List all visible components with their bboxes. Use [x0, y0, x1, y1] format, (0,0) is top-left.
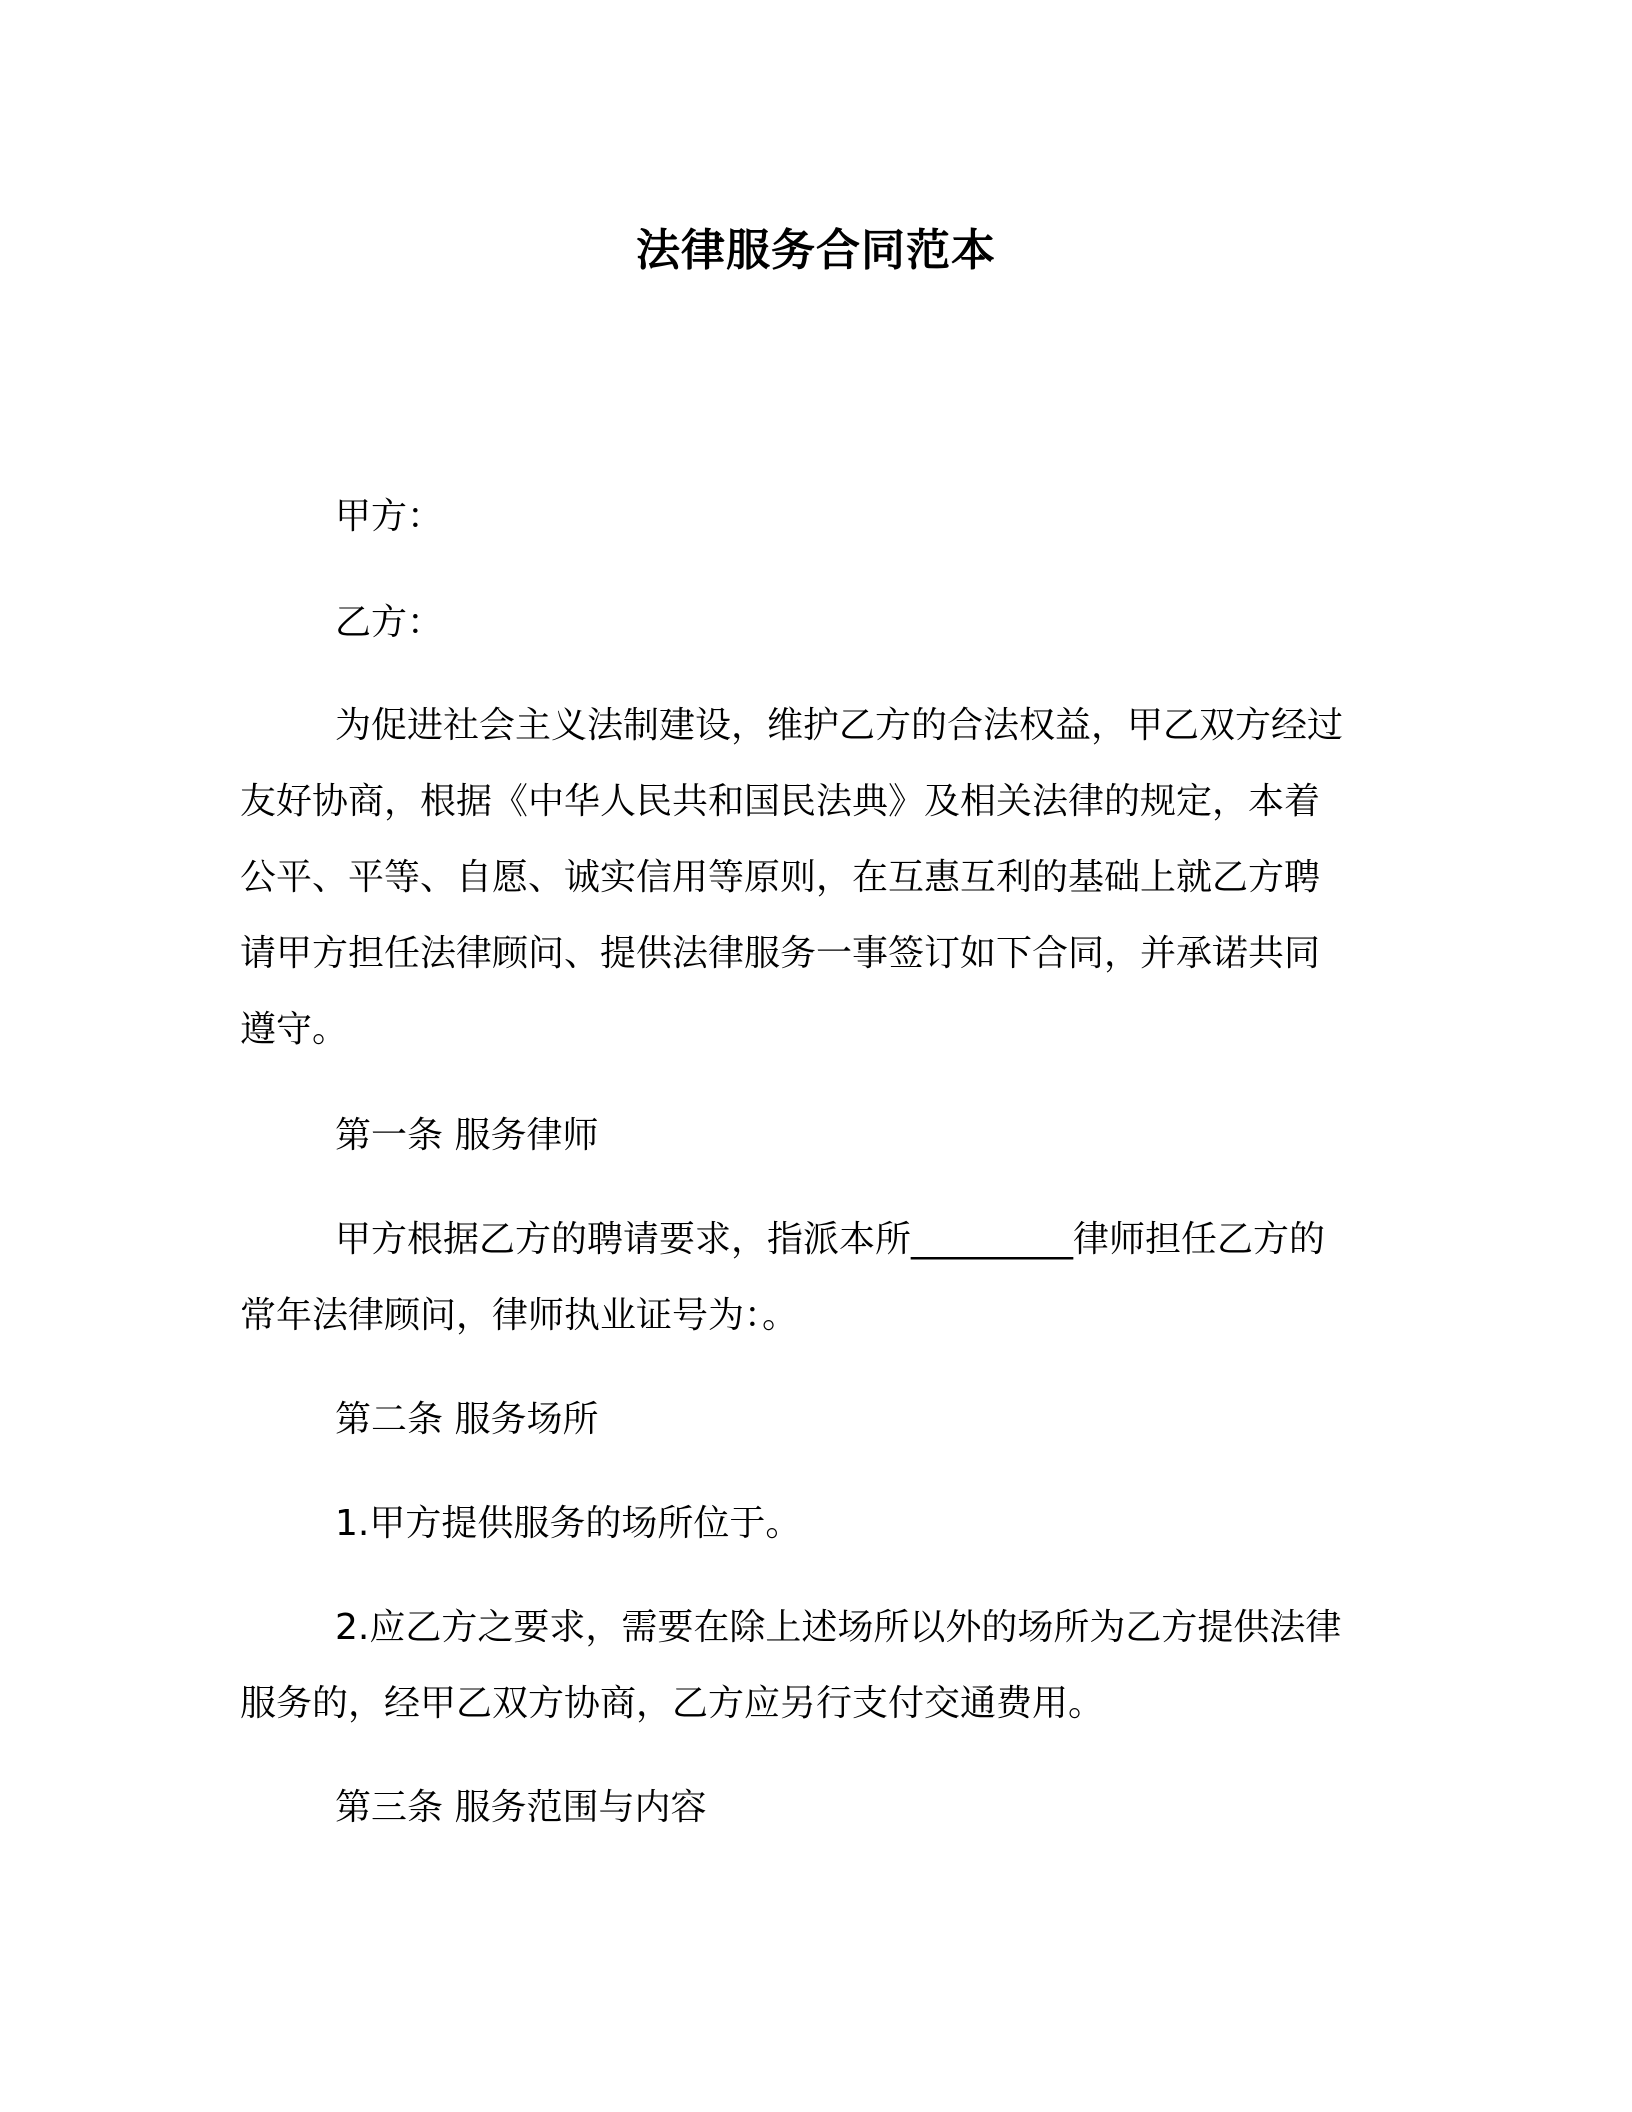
article1-line-1: 甲方根据乙方的聘请要求，指派本所_________律师担任乙方的 — [335, 1219, 1326, 1260]
party-a-label: 甲方： — [335, 496, 444, 537]
preamble-line-2: 友好协商，根据《中华人民共和国民法典》及相关法律的规定，本着 — [240, 781, 1321, 822]
article2-item-2-line-1: 2.应乙方之要求，需要在除上述场所以外的场所为乙方提供法律 — [335, 1607, 1342, 1648]
party-b-label: 乙方： — [335, 602, 444, 643]
article1-line-2: 常年法律顾问，律师执业证号为：。 — [240, 1295, 799, 1336]
article1-heading: 第一条 服务律师 — [335, 1115, 599, 1156]
article2-item-1: 1.甲方提供服务的场所位于。 — [335, 1503, 802, 1544]
preamble-line-3: 公平、平等、自愿、诚实信用等原则，在互惠互利的基础上就乙方聘 — [240, 857, 1321, 898]
article2-item-2-line-2: 服务的，经甲乙双方协商，乙方应另行支付交通费用。 — [240, 1683, 1105, 1724]
article3-heading: 第三条 服务范围与内容 — [335, 1787, 707, 1828]
article2-heading: 第二条 服务场所 — [335, 1399, 599, 1440]
document-title: 法律服务合同范本 — [636, 225, 996, 276]
preamble-line-4: 请甲方担任法律顾问、提供法律服务一事签订如下合同，并承诺共同 — [240, 933, 1321, 974]
preamble-line-1: 为促进社会主义法制建设，维护乙方的合法权益，甲乙双方经过 — [335, 705, 1344, 746]
preamble-line-5: 遵守。 — [240, 1009, 349, 1050]
